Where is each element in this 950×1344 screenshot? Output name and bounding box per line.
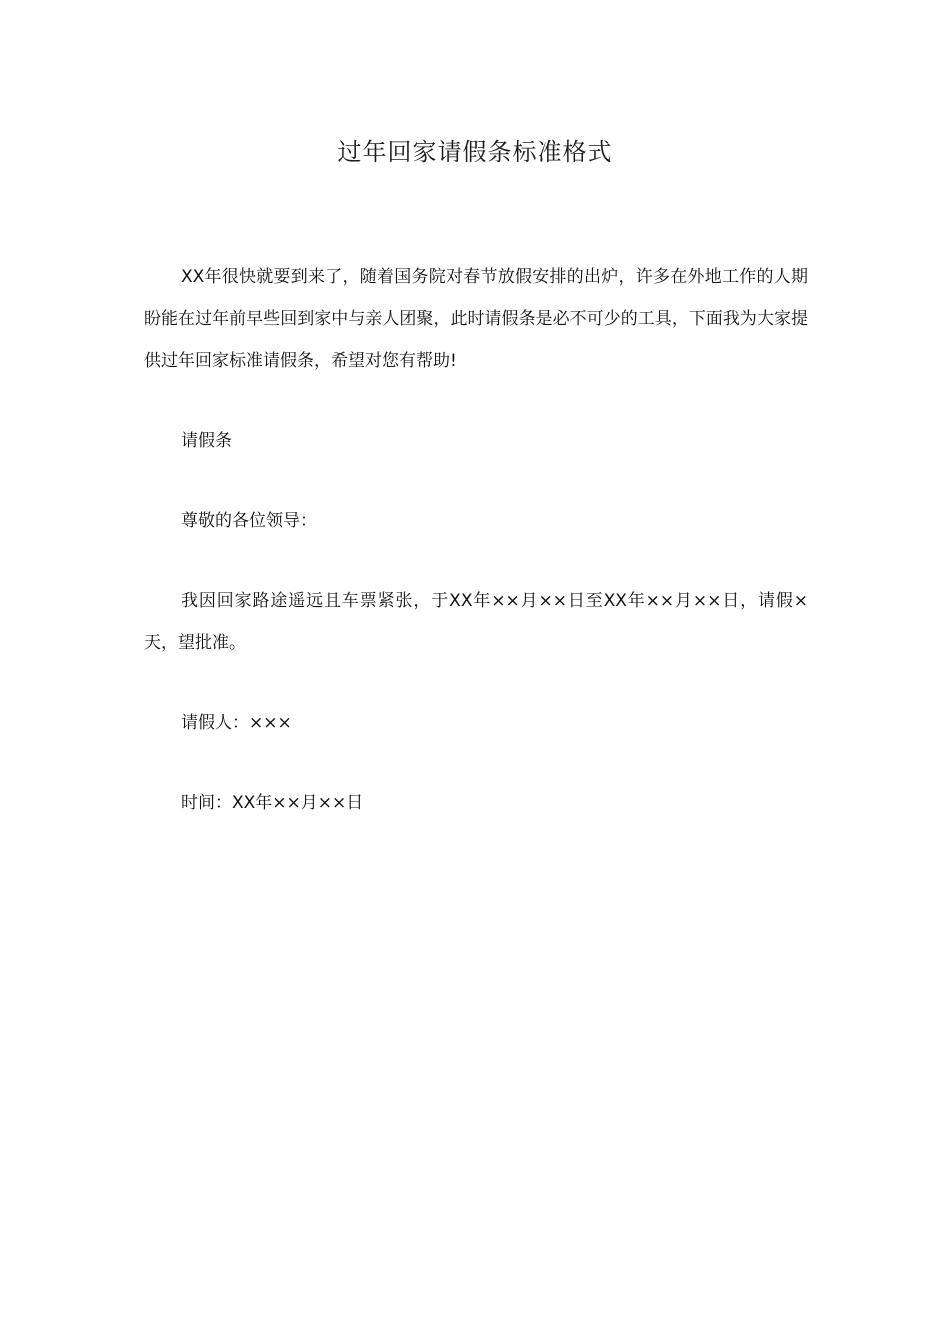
salutation: 尊敬的各位领导： [181,511,317,531]
leave-request-paragraph: 我因回家路途遥远且车票紧张，于XX年××月××日至XX年××月××日，请假×天，望批准。 [144,591,808,653]
paragraph-spacer [144,382,808,420]
date-line: 时间：XX年××月××日 [181,793,364,813]
leave-note-heading: 请假条 [181,431,232,451]
paragraph-spacer [144,462,808,500]
paragraph-spacer [144,542,808,580]
paragraph-spacer [144,744,808,782]
document-body [144,256,808,824]
paragraph-spacer [144,664,808,702]
signature-line: 请假人：××× [181,713,292,733]
intro-paragraph: XX年很快就要到来了，随着国务院对春节放假安排的出炉，许多在外地工作的人期盼能在过年前早些回到家中与亲人团聚，此时请假条是必不可少的工具，下面我为大家提供过年回家标准请假条，希望对您有帮助! [144,267,808,371]
document-title: 过年回家请假条标准格式 [337,138,613,166]
